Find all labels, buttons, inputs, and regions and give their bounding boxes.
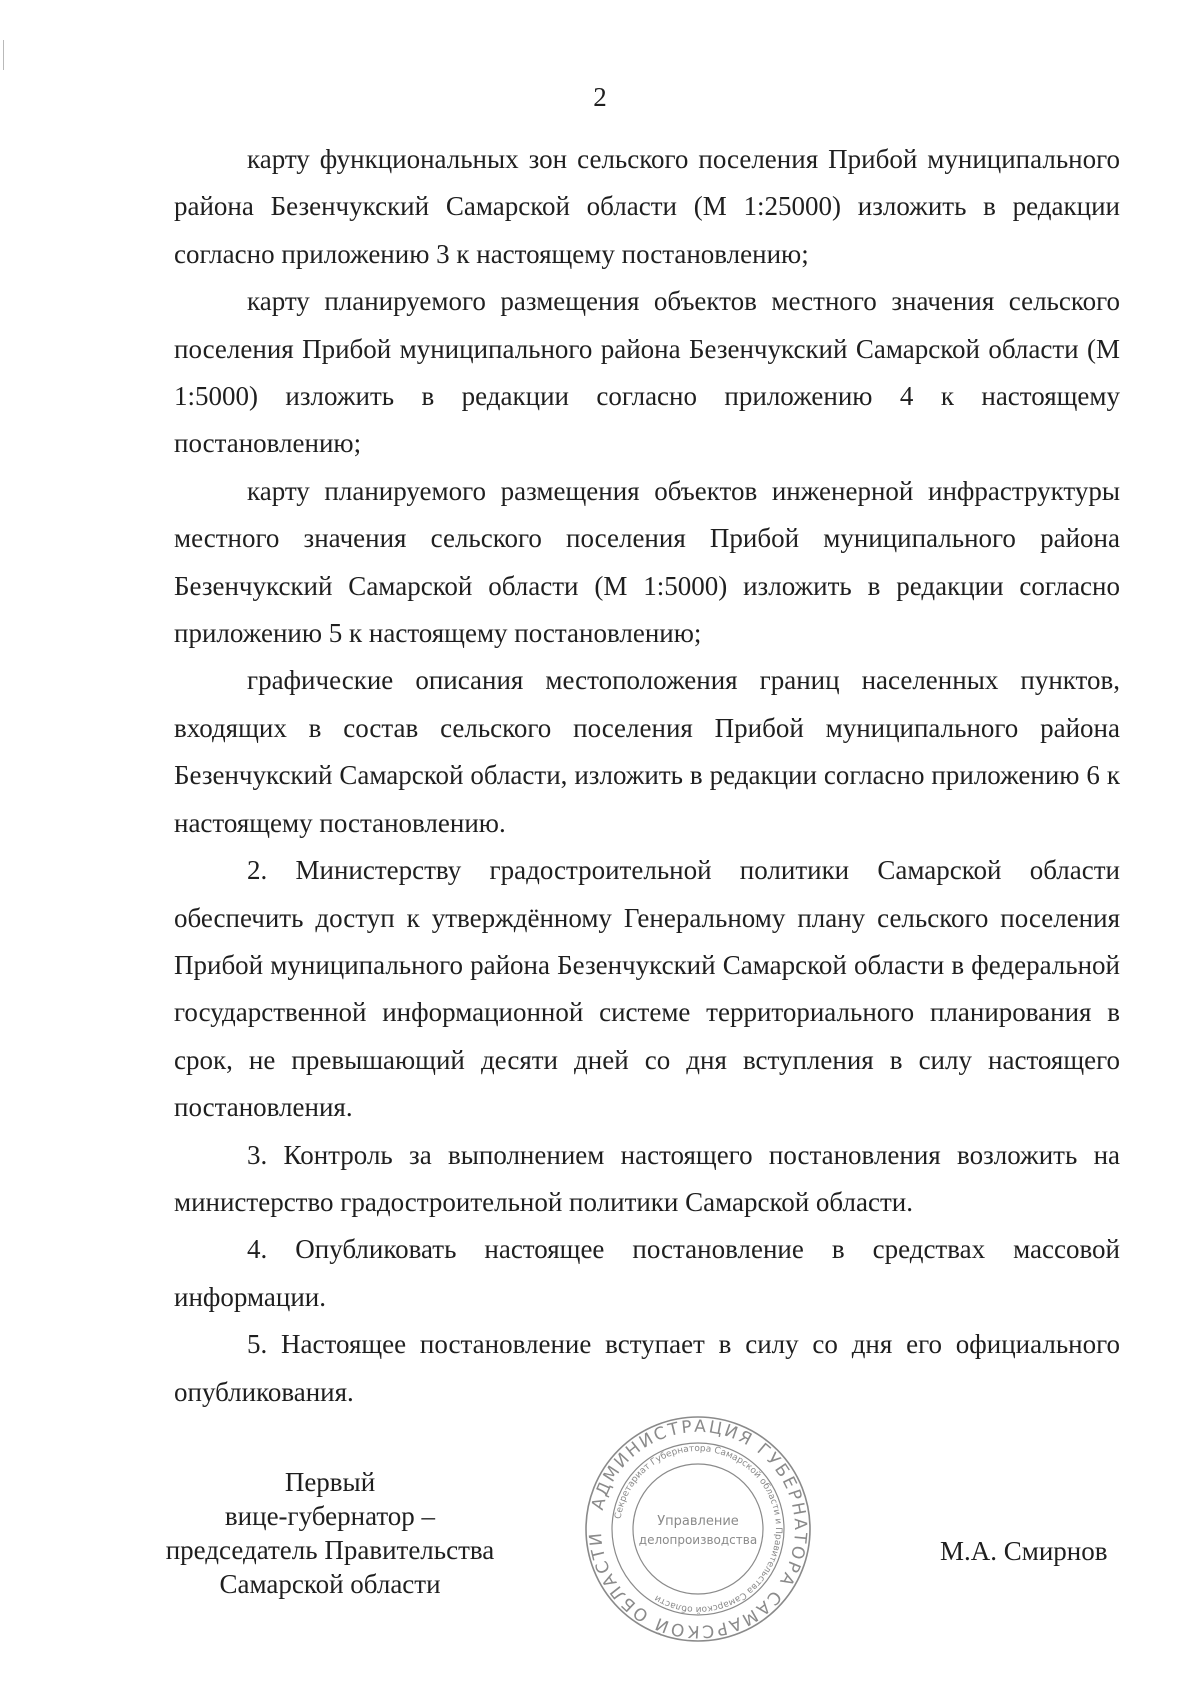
seal-center-line-1: Управление <box>657 1514 739 1529</box>
paragraph-settlement-boundaries: графические описания местоположения границ населенных пунктов, входящих в состав сельского поселения Прибой муниципального района Безенчукский Самарской области, изложить в редакции согласно приложению 6 к настоящему постановлению. <box>174 665 1120 838</box>
seal-outer-text: АДМИНИСТРАЦИЯ ГУБЕРНАТОРА САМАРСКОЙ ОБЛАСТИ <box>585 1416 811 1642</box>
official-seal <box>582 1413 814 1645</box>
document-body <box>174 136 1120 1416</box>
paragraph-local-objects-map: карту планируемого размещения объектов местного значения сельского поселения Прибой муниципального района Безенчукский Самарской области (М 1:5000) изложить в редакции согласно приложению 4 к настоящему постановлению; <box>174 286 1120 459</box>
page-number: 2 <box>593 82 607 112</box>
signatory-position-line: председатель Правительства <box>165 1535 495 1565</box>
signatory-position <box>140 1465 520 1601</box>
signatory-position-line: Самарской области <box>219 1569 441 1599</box>
paragraph-item-4: 4. Опубликовать настоящее постановление в средствах массовой информации. <box>174 1234 1120 1312</box>
scan-edge-mark <box>3 40 4 70</box>
seal-graphic <box>582 1413 814 1645</box>
paragraph-item-2: 2. Министерству градостроительной политики Самарской области обеспечить доступ к утверждённому Генеральному плану сельского поселения Прибой муниципального района Безенчукский Самарской области в федеральной государственной информационной системе территориального планирования в срок, не превышающий десяти дней со дня вступления в силу настоящего постановления. <box>174 855 1120 1123</box>
paragraph-functional-zones-map: карту функциональных зон сельского поселения Прибой муниципального района Безенчукский Самарской области (М 1:25000) изложить в редакции согласно приложению 3 к настоящему постановлению; <box>174 144 1120 269</box>
signatory-position-line: вице-губернатор – <box>224 1501 436 1531</box>
seal-inner-ring <box>633 1464 763 1594</box>
paragraph-item-3: 3. Контроль за выполнением настоящего постановления возложить на министерство градостроительной политики Самарской области. <box>174 1139 1120 1217</box>
seal-center-line-2: делопроизводства <box>638 1533 758 1547</box>
signatory-position-line: Первый <box>284 1467 376 1497</box>
paragraph-engineering-infrastructure-map: карту планируемого размещения объектов инженерной инфраструктуры местного значения сельского поселения Прибой муниципального района Безенчукский Самарской области (М 1:5000) изложить в редакции согласно приложению 5 к настоящему постановлению; <box>174 475 1120 649</box>
seal-middle-ring <box>612 1443 784 1615</box>
paragraph-item-5: 5. Настоящее постановление вступает в силу со дня его официального опубликования. <box>174 1329 1120 1407</box>
signer-name: М.А. Смирнов <box>940 1536 1108 1566</box>
seal-inner-text: Секретариат Губернатора Самарской области и Правительства Самарской области <box>613 1443 784 1615</box>
